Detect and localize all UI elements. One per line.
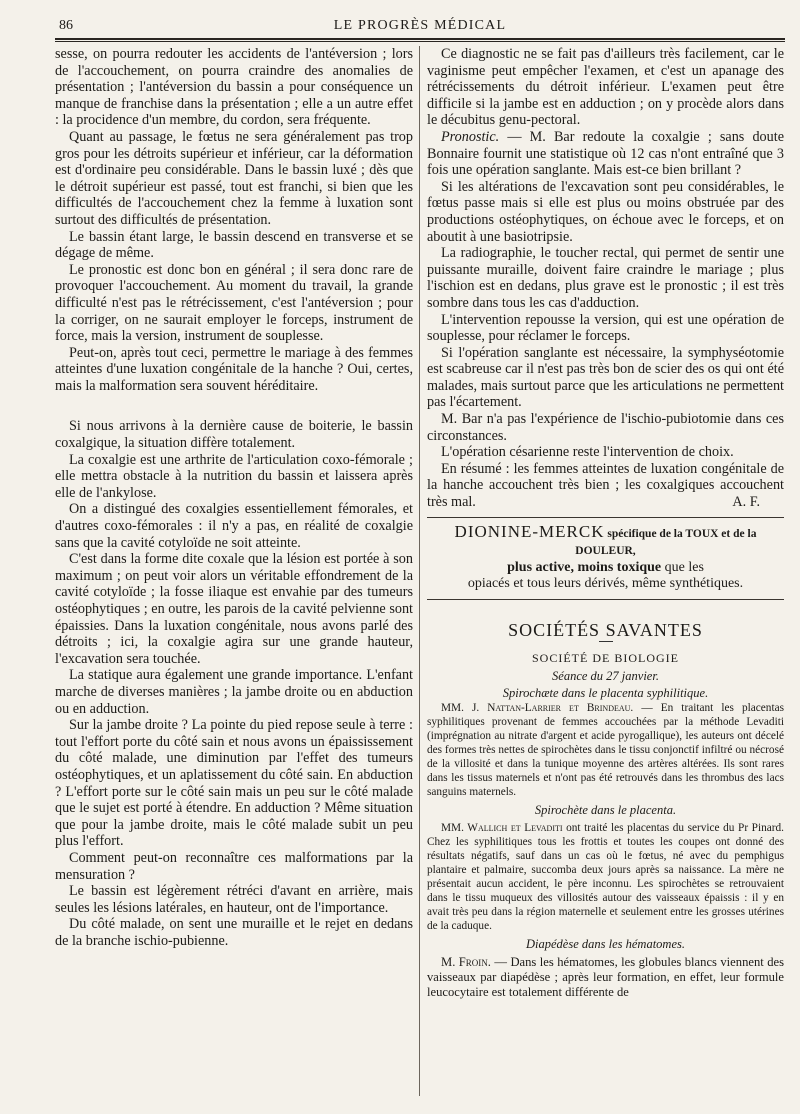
paragraph: Sur la jambe droite ? La pointe du pied repose seule à terre : tout l'effort porte du côté sain et nous avons un épaississement du côté malade, une diminution par l'effet des tumeurs ostéophytiques, et un aplatissement du côté sain. En abduction ? L'effort porte sur le côté sain mais un peu sur le côté malade que le sujet est porté à étendre. En adduction ? Même situation que pour la jambe droite, mais le côté malade subit un peu plus l'effort.: [55, 717, 413, 850]
subheading: Spirochète dans le placenta.: [534, 803, 677, 818]
paragraph: La statique aura également une grande importance. L'enfant marche de diverses manières ; la jambe droite ou en abduction ou en adduction.: [55, 667, 413, 717]
running-title: LE PROGRÈS MÉDICAL: [333, 18, 507, 33]
paragraph-text: En résumé : les femmes atteintes de luxation congénitale de la hanche accouchent très bien ; les coxalgiques accouchent très mal.: [427, 460, 784, 511]
paragraph: Le bassin est légèrement rétréci d'avant en arrière, mais seules les lésions latérales, en hauteur, ont de l'importance.: [55, 883, 413, 916]
left-column: [55, 46, 413, 949]
paragraph-text: — Dans les hématomes, les globules blancs viennent des vaisseaux par diapédèse ; après leur formation, en effet, leur formule leucocytaire est totalement différente de: [427, 955, 784, 1000]
subheading: Diapédèse dans les hématomes.: [526, 937, 685, 952]
authors: MM. J. Nattan-Larrier et Brindeau.: [441, 702, 634, 715]
author-signature: A. F.: [732, 494, 760, 511]
paragraph: Comment peut-on reconnaître ces malformations par la mensuration ?: [55, 849, 413, 883]
ad-text: spécifique de la TOUX et de la DOULEUR,: [575, 527, 757, 558]
paragraph-text: — M. Bar redoute la coxalgie ; sans doute Bonnaire fournit une statistique où 12 cas n'ont entraîné que 3 fois une opération sanglante. Mais est-ce bien brillant ?: [427, 128, 784, 179]
pronostic-label: Pronostic.: [441, 128, 500, 145]
paragraph: [427, 461, 784, 511]
paragraph-text: — En traitant les placentas syphilitiques provenant de femmes accouchées par la méthode Levaditi (imprégnation au nitrate d'argent et acide pyrogallique), les auteurs ont décelé des formes très nettes de spirochètes dans le tissu conjonctif infiltré ou nécrosé de la villosité et dans la tunique moyenne des artères altérées. Ils sont rares dans les tissus maternels et n'ont pas été retrouvés dans les thrombus des lacs sanguins maternels.: [427, 702, 784, 799]
paragraph: Si les altérations de l'excavation sont peu considérables, le fœtus passe mais si elle est plus ou moins obstruée par des productions ostéophytiques, on échoue avec le forceps, et on aboutit à une basiotripsie.: [427, 178, 784, 245]
page-header: [55, 18, 785, 38]
subheading: Spirochæte dans le placenta syphilitique.: [502, 685, 709, 700]
paragraph: Peut-on, après tout ceci, permettre le mariage à des femmes atteintes d'une luxation congénitale de la hanche ? Oui, certes, mais la malformation sera souvent héréditaire.: [55, 344, 413, 394]
paragraph: Si l'opération sanglante est nécessaire, la symphyséotomie est scabreuse car il n'est pas très bon de scier des os qui ont été malades, mais surtout parce que les articulations ne permettent pas l'écartement.: [427, 344, 784, 411]
section-rule: [427, 599, 784, 600]
paragraph: La coxalgie est une arthrite de l'articulation coxo-fémorale ; elle mettra obstacle à la nutrition du bassin et laissera après elle de l'ankylose.: [55, 451, 413, 501]
paragraph: M. Bar n'a pas l'expérience de l'ischio-pubiotomie dans ces circonstances.: [427, 411, 784, 444]
paragraph-text: ont traité les placentas du service du Pr Pinard. Chez les syphilitiques tous les frottis et toutes les coupes ont donné des résultats négatifs, sauf dans un cas où le fœtus, né avec du pemphigus plantaire et palmaire, succomba deux jours après sa naissance. La mère ne présentait aucun accident, le père inconnu. Les spirochètes se retrouvaient dans le tissu muqueux des villosités autour des vaisseaux épaissis : il y en avait très peu dans la région maternelle et seulement entre les grosses utérines de la caduque.: [427, 822, 784, 933]
ad-line-2: [427, 560, 784, 577]
column-divider: [419, 46, 420, 1096]
ad-line-3: opiacés et tous leurs dérivés, même synthétiques.: [467, 576, 744, 592]
paragraph: sesse, on pourra redouter les accidents de l'antéversion ; lors de l'accouchement, on pourra craindre des anomalies de présentation ; l'antéversion du bassin a pour conséquence un manque de franchise dans la présentation ; elle a un autre effet : la procidence d'un membre, du cordon, sera fréquente.: [55, 46, 413, 129]
section-rule: [427, 517, 784, 518]
paragraph: Le pronostic est donc bon en général ; il sera donc rare de provoquer l'accouchement. Au moment du travail, la grande difficulté n'est pas le rétrécissement, c'est l'antéversion ; pour la corriger, on ne saurait employer le forceps, instrument de force, mais la version, instrument de souplesse.: [55, 261, 413, 345]
paragraph-gap: [55, 394, 413, 418]
right-column: [427, 46, 784, 1000]
ad-brand: DIONINE-MERCK: [454, 521, 605, 541]
paragraph: Quant au passage, le fœtus ne sera généralement pas trop gros pour les détroits supérieur et inférieur, car la déformation est d'ordinaire peu considérable. Dans le bassin luxé ; dès que le détroit supérieur est passé, tout est franchi, si bien que les difficultés de l'accouchement chez la femme à luxation sont surtout des difficultés de présentation.: [55, 128, 413, 228]
section-title: SOCIÉTÉS SAVANTES: [508, 620, 703, 640]
paragraph: [427, 955, 784, 1000]
paragraph: [427, 821, 784, 933]
paragraph: La radiographie, le toucher rectal, qui permet de sentir une puissante muraille, doivent faire craindre le mariage ; plus l'ischion est en dedans, plus grave est le pronostic ; il est très sombre dans tous les cas d'adduction.: [427, 245, 784, 311]
paragraph: L'opération césarienne reste l'intervention de choix.: [441, 444, 734, 461]
header-rule: [55, 38, 785, 40]
society-name: SOCIÉTÉ DE BIOLOGIE: [532, 650, 679, 665]
report-body: [427, 701, 784, 1000]
paragraph: L'intervention repousse la version, qui est une opération de souplesse, pour réclamer le forceps.: [427, 311, 784, 345]
paragraph: Ce diagnostic ne se fait pas d'ailleurs très facilement, car le vaginisme peut empêcher l'examen, et c'est un apanage des rétrécissements du détroit inférieur. L'examen peut être difficile si la jambe est en adduction ; on y procède alors dans le décubitus genu-pectoral.: [427, 46, 784, 129]
ad-tail: que les: [661, 559, 704, 575]
authors: MM. Wallich et Levaditi: [441, 822, 563, 835]
page-number: 86: [59, 18, 73, 33]
paragraph: Du côté malade, on sent une muraille et le rejet en dedans de la branche ischio-pubienne.: [55, 916, 413, 949]
paragraph: [427, 701, 784, 799]
paragraph: Le bassin étant large, le bassin descend en transverse et se dégage de même.: [55, 228, 413, 262]
session-date: Séance du 27 janvier.: [552, 669, 659, 684]
paragraph: C'est dans la forme dite coxale que la lésion est portée à son maximum ; on peut voir alors un véritable effondrement de la cavité cotyloïde ; la fosse iliaque est envahie par des tumeurs ostéophytiques ; en outre, les parois de la cavité pelvienne sont épaissies. Dans la luxation congénitale, nous avons parlé des détroits ; ici, la coxalgie agira sur une grande hauteur, l'excavation sera touchée.: [55, 551, 413, 667]
advertisement: [427, 521, 784, 593]
title-dash: [599, 641, 613, 642]
ad-line-1: [427, 521, 784, 560]
paragraph: Si nous arrivons à la dernière cause de boiterie, le bassin coxalgique, la situation diffère totalement.: [55, 418, 413, 452]
header-rule-thin: [55, 41, 785, 42]
paragraph: [427, 129, 784, 179]
ad-bold: plus active, moins toxique: [507, 559, 662, 575]
paragraph: On a distingué des coxalgies essentiellement fémorales, et d'autres coxo-fémorales : il n'y a pas, en réalité de coxalgie sans que la cavité cotyloïde ne soit atteinte.: [55, 501, 413, 551]
authors: M. Froin.: [441, 955, 491, 970]
